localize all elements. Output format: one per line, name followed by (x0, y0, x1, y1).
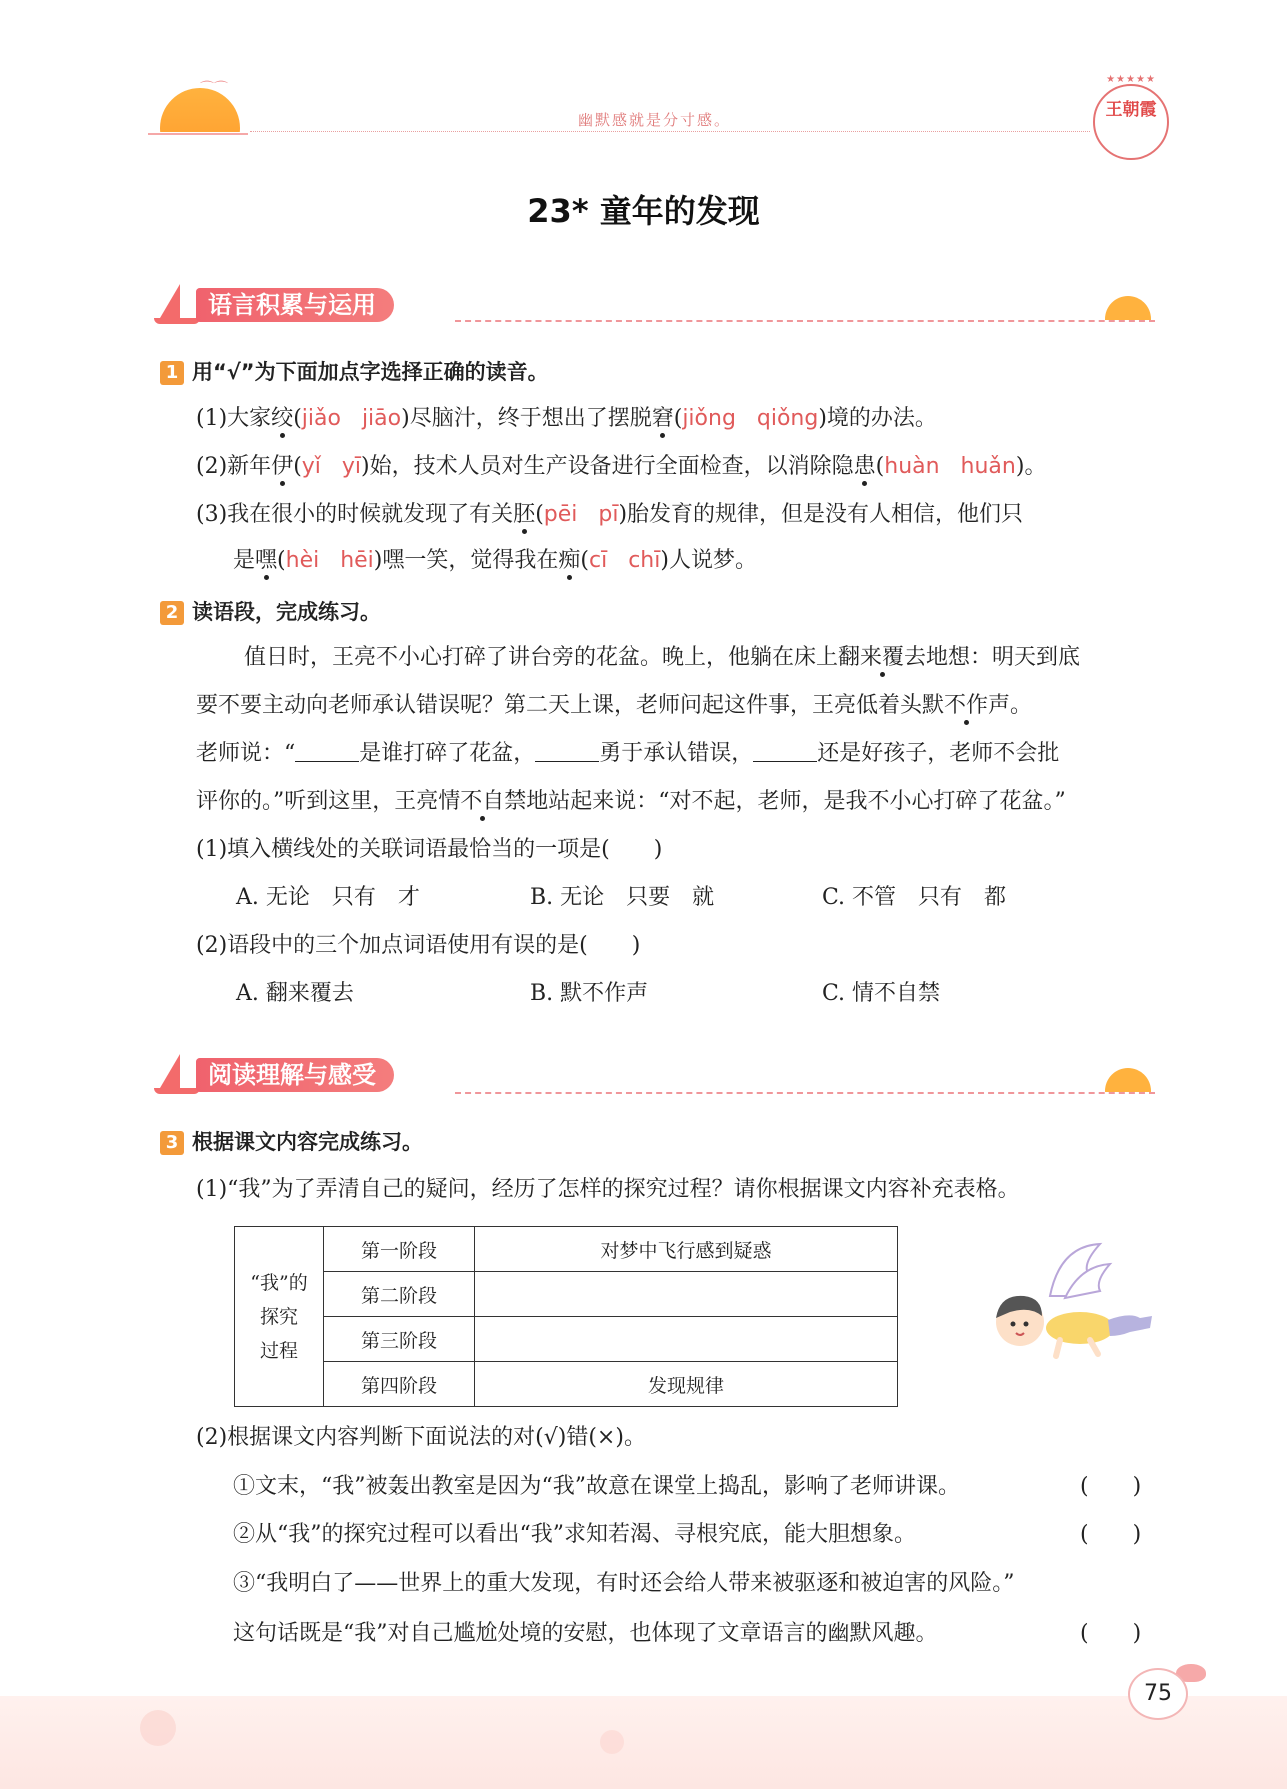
q1-line-4: 是嘿(hèi hēi)嘿一笑，觉得我在痴(cī chī)人说梦。 (233, 548, 757, 573)
stage-label: 第二阶段 (324, 1272, 475, 1317)
pinyin-option[interactable]: cī (589, 548, 608, 573)
q2-sub-1: (1)填入横线处的关联词语最恰当的一项是( ) (196, 837, 663, 862)
sail-icon (160, 1054, 180, 1088)
pinyin-option[interactable]: huǎn (960, 454, 1016, 479)
dotted-char: 痴 (558, 548, 581, 573)
stage-answer-cell[interactable] (475, 1317, 898, 1362)
passage-line-1: 值日时，王亮不小心打碎了讲台旁的花盆。晚上，他躺在床上翻来覆去地想：明天到底 (244, 645, 1081, 670)
pinyin-option[interactable]: qiǒng (756, 406, 819, 431)
pinyin-option[interactable]: yǐ (301, 454, 321, 479)
bird-icon: ⌒⌒ (200, 81, 228, 97)
question-number: 2 (160, 601, 184, 625)
logo-seal: ★★★★★ 王朝霞 (1093, 84, 1169, 160)
answer-paren[interactable]: ( ) (1080, 1522, 1142, 1547)
section-sun-icon (1105, 296, 1151, 320)
section-banner-language (160, 284, 460, 326)
dotted-char: 胚 (513, 502, 536, 527)
header-water-lines (148, 133, 248, 145)
statement-3b: 这句话既是“我”对自己尴尬处境的安慰，也体现了文章语言的幽默风趣。 (233, 1621, 938, 1646)
section-rule (455, 320, 1155, 322)
dotted-char: 嘿 (255, 548, 278, 573)
dotted-char: 伊 (271, 454, 294, 479)
fill-blank[interactable] (295, 739, 359, 762)
q2-sub-2: (2)语段中的三个加点词语使用有误的是( ) (196, 933, 641, 958)
q1-line-3: (3)我在很小的时候就发现了有关胚(pēi pī)胎发育的规律，但是没有人相信，他们只 (196, 502, 1024, 527)
statement-3a: ③“我明白了——世界上的重大发现，有时还会给人带来被驱逐和被迫害的风险。” (233, 1571, 1015, 1596)
pinyin-option[interactable]: pī (598, 502, 619, 527)
bubble-decor (600, 1730, 624, 1754)
footer-band (0, 1696, 1287, 1789)
stage-label: 第三阶段 (324, 1317, 475, 1362)
q2-sub1-option-a[interactable]: A. 无论 只有 才 (236, 885, 420, 910)
page-number: 75 (1128, 1668, 1188, 1720)
question-2 (160, 596, 381, 626)
pinyin-option[interactable]: chī (628, 548, 661, 573)
q3-sub-2: (2)根据课文内容判断下面说法的对(√)错(×)。 (196, 1425, 646, 1450)
pinyin-option[interactable]: jiǒng (682, 406, 736, 431)
q3-sub-1: (1)“我”为了弄清自己的疑问，经历了怎样的探究过程？请你根据课文内容补充表格。 (196, 1177, 1020, 1202)
section-sun-icon (1105, 1068, 1151, 1092)
pinyin-option[interactable]: hèi (285, 548, 320, 573)
passage-line-3: 老师说：“ 是谁打碎了花盆， 勇于承认错误， 还是好孩子，老师不会批 (196, 741, 1060, 766)
section-rule (455, 1092, 1155, 1094)
dotted-char: 绞 (271, 406, 294, 431)
flying-boy-illustration (980, 1236, 1160, 1376)
section-title: 阅读理解与感受 (196, 1058, 394, 1092)
pinyin-option[interactable]: hēi (340, 548, 374, 573)
question-3 (160, 1126, 423, 1156)
stage-content: 发现规律 (475, 1362, 898, 1407)
question-1 (160, 356, 549, 386)
passage-line-4: 评你的。”听到这里，王亮情不自禁地站起来说：“对不起，老师，是我不小心打碎了花盆。” (196, 789, 1066, 814)
header-rule (250, 131, 1090, 132)
dotted-word: 默不作声 (922, 693, 1011, 718)
stage-content: 对梦中飞行感到疑惑 (475, 1227, 898, 1272)
section-banner-reading (160, 1054, 460, 1096)
q2-sub2-option-b[interactable]: B. 默不作声 (530, 981, 649, 1006)
dotted-word: 情不自禁 (438, 789, 527, 814)
question-number: 1 (160, 361, 184, 385)
header-motto: 幽默感就是分寸感。 (578, 111, 732, 129)
sail-icon (160, 284, 180, 318)
page-title: 23* 童年的发现 (527, 192, 760, 230)
q1-line-1: (1)大家绞(jiǎo jiāo)尽脑汁，终于想出了摆脱窘(jiǒng qiǒng)境的办法。 (196, 406, 937, 431)
q2-sub1-option-c[interactable]: C. 不管 只有 都 (822, 885, 1007, 910)
statement-2: ②从“我”的探究过程可以看出“我”求知若渴、寻根究底，能大胆想象。 (233, 1522, 916, 1547)
question-prompt: 读语段，完成练习。 (192, 600, 381, 624)
pinyin-option[interactable]: jiāo (361, 406, 402, 431)
fill-blank[interactable] (753, 739, 817, 762)
logo-seal-text: 王朝霞 (1105, 100, 1157, 120)
q2-sub2-option-c[interactable]: C. 情不自禁 (822, 981, 941, 1006)
dotted-char: 患 (853, 454, 876, 479)
section-title: 语言积累与运用 (196, 288, 394, 322)
dotted-char: 窘 (651, 406, 674, 431)
q1-line-2: (2)新年伊(yǐ yī)始，技术人员对生产设备进行全面检查，以消除隐患(huàn huǎn)。 (196, 454, 1047, 479)
q2-sub2-option-a[interactable]: A. 翻来覆去 (236, 981, 354, 1006)
exploration-table (234, 1226, 898, 1407)
stage-answer-cell[interactable] (475, 1272, 898, 1317)
bubble-decor (140, 1710, 176, 1746)
fill-blank[interactable] (535, 739, 599, 762)
table-row-header: “我”的 探究 过程 (235, 1227, 324, 1407)
answer-paren[interactable]: ( ) (1080, 1621, 1142, 1646)
pinyin-option[interactable]: huàn (884, 454, 940, 479)
question-prompt: 根据课文内容完成练习。 (192, 1130, 423, 1154)
q2-sub1-option-b[interactable]: B. 无论 只要 就 (530, 885, 715, 910)
question-number: 3 (160, 1131, 184, 1155)
pinyin-option[interactable]: pēi (543, 502, 578, 527)
answer-paren[interactable]: ( ) (1080, 1474, 1142, 1499)
passage-line-2: 要不要主动向老师承认错误呢？第二天上课，老师问起这件事，王亮低着头默不作声。 (196, 693, 1033, 718)
stage-label: 第一阶段 (324, 1227, 475, 1272)
question-prompt: 用“√”为下面加点字选择正确的读音。 (192, 360, 549, 384)
statement-1: ①文末，“我”被轰出教室是因为“我”故意在课堂上捣乱，影响了老师讲课。 (233, 1474, 960, 1499)
pinyin-option[interactable]: yī (341, 454, 362, 479)
stage-label: 第四阶段 (324, 1362, 475, 1407)
dotted-word: 翻来覆去 (838, 645, 927, 670)
pinyin-option[interactable]: jiǎo (301, 406, 341, 431)
